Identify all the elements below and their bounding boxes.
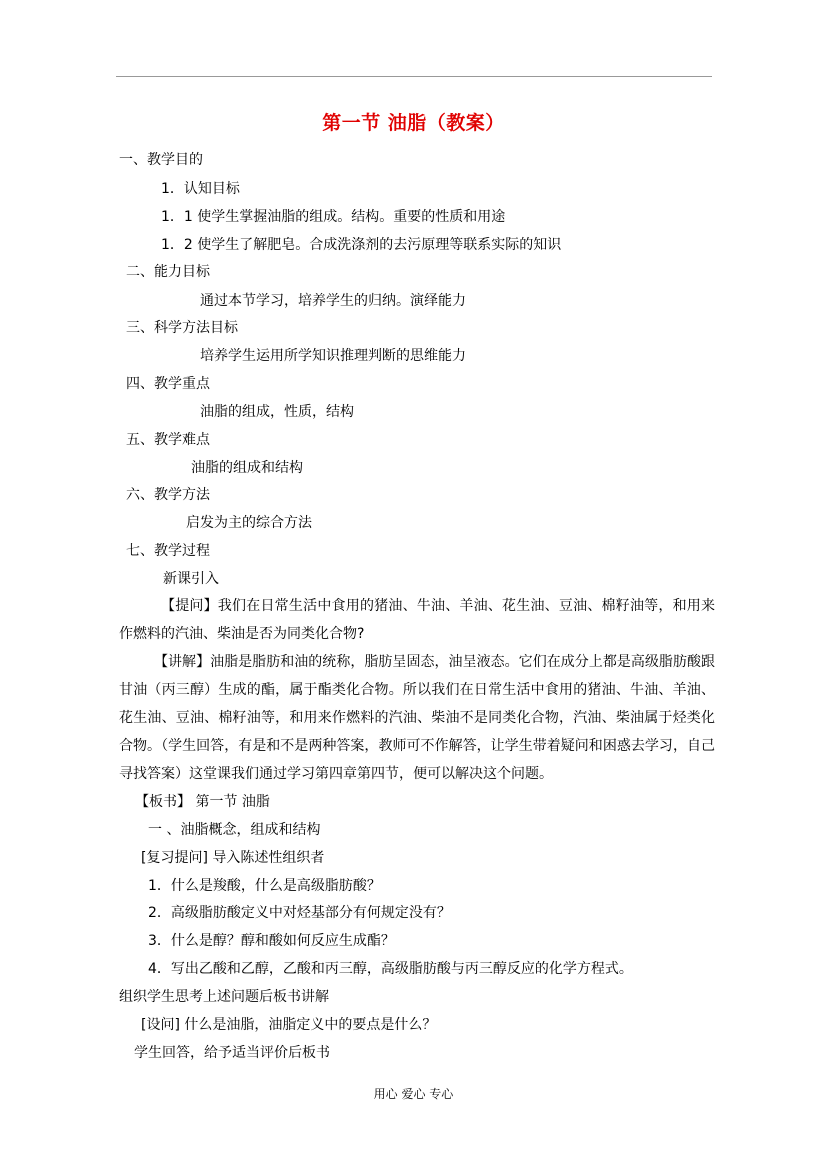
board-heading: 【板书】 第一节 油脂	[135, 794, 270, 810]
section-text: 通过本节学习，培养学生的归纳。演绎能力	[200, 293, 466, 309]
question-paragraph: 【提问】我们在日常生活中食用的猪油、牛油、羊油、花生油、豆油、棉籽油等，和用来作燃料的汽油、柴油是否为同类化合物?	[119, 598, 715, 642]
inquiry-heading: [设问] 什么是油脂，油脂定义中的要点是什么？	[141, 1017, 437, 1033]
question-item: 3．什么是醇？醇和酸如何反应生成酯？	[148, 933, 395, 949]
objective-item: 1．2 使学生了解肥皂。合成洗涤剂的去污原理等联系实际的知识	[161, 237, 562, 253]
page-title: 第一节 油脂（教案）	[322, 112, 505, 134]
section-heading-key-points: 四、教学重点	[126, 376, 210, 392]
header-rule	[116, 76, 712, 77]
page-footer: 用心 爱心 专心	[373, 1087, 454, 1101]
section-text: 新课引入	[163, 571, 219, 587]
question-item: 2．高级脂肪酸定义中对烃基部分有何规定没有？	[148, 905, 451, 921]
section-heading-difficulties: 五、教学难点	[126, 432, 210, 448]
section-text: 油脂的组成和结构	[191, 460, 303, 476]
objective-item: 1．1 使学生掌握油脂的组成。结构。重要的性质和用途	[161, 209, 506, 225]
question-item: 4．写出乙酸和乙醇，乙酸和丙三醇，高级脂肪酸与丙三醇反应的化学方程式。	[148, 961, 633, 977]
body-text: 组织学生思考上述问题后板书讲解	[119, 989, 329, 1005]
section-heading-methods: 六、教学方法	[126, 487, 210, 503]
subheading-cognitive: 1．认知目标	[161, 181, 240, 197]
explain-paragraph: 【讲解】油脂是脂肪和油的统称，脂肪呈固态，油呈液态。它们在成分上都是高级脂肪酸跟甘油（丙三醇）生成的酯，属于酯类化合物。所以我们在日常生活中食用的猪油、牛油、羊油、花生油、豆油、棉籽油等，和用来作燃料的汽油、柴油不是同类化合物，汽油、柴油属于烃类化合物。（学生回答，有是和不是两种答案，教师可不作解答，让学生带着疑问和困惑去学习，自己寻找答案）这堂课我们通过学习第四章第四节，便可以解决这个问题。	[119, 654, 715, 782]
section-heading-method-goal: 三、科学方法目标	[126, 320, 238, 336]
review-heading: [复习提问] 导入陈述性组织者	[141, 850, 325, 866]
question-item: 1．什么是羧酸，什么是高级脂肪酸？	[148, 878, 381, 894]
board-item: 一 、油脂概念，组成和结构	[148, 822, 321, 838]
section-heading-ability: 二、能力目标	[126, 264, 210, 280]
section-text: 培养学生运用所学知识推理判断的思维能力	[200, 348, 466, 364]
section-heading-process: 七、教学过程	[126, 543, 210, 559]
section-text: 油脂的组成，性质，结构	[200, 404, 354, 420]
body-text: 学生回答，给予适当评价后板书	[134, 1045, 330, 1061]
section-heading-objectives: 一、教学目的	[119, 152, 203, 168]
section-text: 启发为主的综合方法	[186, 515, 312, 531]
